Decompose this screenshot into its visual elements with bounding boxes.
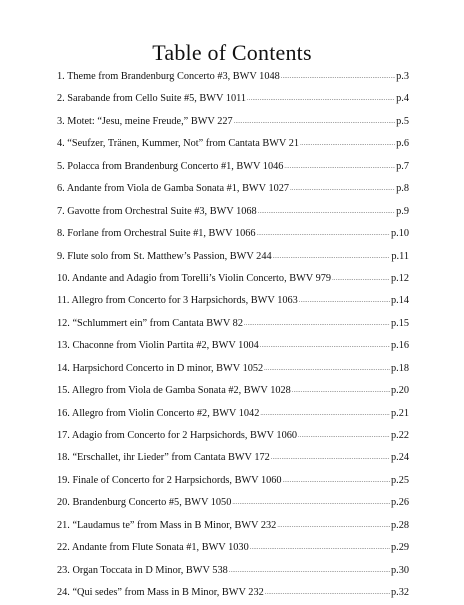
toc-entry-title: 15. Allegro from Viola de Gamba Sonata #2, BWV 1028: [57, 385, 291, 397]
toc-entry-page: p.16: [390, 340, 409, 352]
toc-entry-title: 1. Theme from Brandenburg Concerto #3, BWV 1048: [57, 71, 280, 82]
dot-leader: [281, 66, 395, 88]
dot-leader: [298, 425, 390, 447]
toc-entry[interactable]: [57, 111, 409, 133]
toc-entry[interactable]: [57, 156, 409, 178]
dot-leader: [258, 201, 395, 223]
toc-entry-title: 22. Andante from Flute Sonata #1, BWV 1030: [57, 542, 249, 554]
toc-entry[interactable]: [57, 403, 409, 425]
toc-entry[interactable]: [57, 66, 409, 88]
toc-entry-page: p.14: [390, 295, 409, 307]
toc-entry-page: p.10: [390, 228, 409, 240]
toc-entry[interactable]: [57, 380, 409, 402]
toc-entry-page: p.5: [396, 115, 409, 127]
toc-entry-title: 7. Gavotte from Orchestral Suite #3, BWV 1068: [57, 205, 257, 217]
toc-entry[interactable]: [57, 582, 409, 604]
toc-entry[interactable]: [57, 425, 409, 447]
toc-entry-title: 14. Harpsichord Concerto in D minor, BWV 1052: [57, 362, 264, 374]
toc-entry[interactable]: [57, 88, 409, 110]
toc-entry-page: p.21: [390, 407, 409, 419]
toc-entry-page: p.11: [391, 250, 409, 262]
toc-entry-title: 21. “Laudamus te” from Mass in B Minor, BWV 232: [57, 519, 277, 531]
toc-entry[interactable]: [57, 515, 409, 537]
toc-entry-page: p.15: [390, 317, 409, 329]
toc-entry[interactable]: [57, 560, 409, 582]
dot-leader: [265, 582, 390, 604]
toc-entry[interactable]: [57, 313, 409, 335]
toc-entry-page: p.18: [390, 362, 409, 374]
toc-entry-title: 17. Adagio from Concerto for 2 Harpsichords, BWV 1060: [57, 430, 298, 441]
toc-entry-title: 23. Organ Toccata in D Minor, BWV 538: [57, 564, 228, 576]
toc-entry-title: 19. Finale of Concerto for 2 Harpsichords, BWV 1060: [57, 474, 282, 486]
toc-entry[interactable]: [57, 470, 409, 492]
dot-leader: [250, 537, 390, 559]
dot-leader: [260, 403, 390, 425]
toc-entry-title: 6. Andante from Viola de Gamba Sonata #1, BWV 1027: [57, 183, 290, 195]
toc-entry-page: p.25: [390, 474, 409, 486]
toc-entry-page: p.12: [390, 272, 409, 284]
dot-leader: [273, 246, 391, 268]
dot-leader: [300, 133, 395, 155]
dot-leader: [264, 358, 390, 380]
toc-entry-title: 12. “Schlummert ein” from Cantata BWV 82: [57, 317, 243, 329]
dot-leader: [284, 156, 395, 178]
toc-entry-title: 3. Motet: “Jesu, meine Freude,” BWV 227: [57, 115, 233, 127]
toc-entry-page: p.9: [396, 205, 409, 217]
dot-leader: [247, 88, 395, 110]
toc-entry[interactable]: [57, 492, 409, 514]
toc-entry[interactable]: [57, 133, 409, 155]
dot-leader: [271, 447, 390, 469]
dot-leader: [290, 178, 395, 200]
toc-entry[interactable]: [57, 290, 409, 312]
dot-leader: [332, 268, 390, 290]
dot-leader: [292, 380, 390, 402]
toc-entry[interactable]: [57, 268, 409, 290]
toc-entry-title: 16. Allegro from Violin Concerto #2, BWV 1042: [57, 407, 260, 419]
toc-entry-title: 18. “Erschallet, ihr Lieder” from Cantata BWV 172: [57, 452, 270, 464]
toc-entry-page: p.22: [390, 430, 409, 441]
dot-leader: [244, 313, 390, 335]
toc-entry[interactable]: [57, 246, 409, 268]
dot-leader: [283, 470, 390, 492]
dot-leader: [234, 111, 395, 133]
toc-entry-page: p.29: [390, 542, 409, 554]
toc-entry-page: p.24: [390, 452, 409, 464]
dot-leader: [257, 223, 390, 245]
dot-leader: [277, 515, 390, 537]
toc-entry-page: p.30: [390, 564, 409, 576]
toc-entry-title: 20. Brandenburg Concerto #5, BWV 1050: [57, 497, 232, 509]
table-of-contents: [57, 66, 409, 605]
dot-leader: [229, 560, 390, 582]
toc-entry-title: 5. Polacca from Brandenburg Concerto #1, BWV 1046: [57, 160, 284, 172]
toc-entry-page: p.26: [390, 497, 409, 509]
toc-entry[interactable]: [57, 537, 409, 559]
toc-entry[interactable]: [57, 447, 409, 469]
toc-entry-title: 9. Flute solo from St. Matthew’s Passion, BWV 244: [57, 250, 272, 262]
toc-entry-page: p.32: [390, 587, 409, 599]
toc-entry[interactable]: [57, 335, 409, 357]
toc-entry-page: p.6: [396, 138, 409, 150]
toc-entry[interactable]: [57, 358, 409, 380]
toc-entry[interactable]: [57, 178, 409, 200]
toc-entry-title: 11. Allegro from Concerto for 3 Harpsichords, BWV 1063: [57, 295, 298, 307]
toc-entry-title: 24. “Qui sedes” from Mass in B Minor, BWV 232: [57, 587, 264, 599]
toc-entry-page: p.3: [396, 71, 409, 82]
toc-entry-title: 10. Andante and Adagio from Torelli’s Violin Concerto, BWV 979: [57, 272, 332, 284]
toc-entry-title: 8. Forlane from Orchestral Suite #1, BWV 1066: [57, 228, 256, 240]
toc-entry[interactable]: [57, 223, 409, 245]
toc-entry-page: p.7: [396, 160, 409, 172]
dot-leader: [232, 492, 390, 514]
dot-leader: [299, 290, 390, 312]
toc-entry[interactable]: [57, 201, 409, 223]
toc-entry-title: 13. Chaconne from Violin Partita #2, BWV 1004: [57, 340, 259, 352]
toc-entry-title: 2. Sarabande from Cello Suite #5, BWV 1011: [57, 93, 247, 105]
toc-entry-title: 4. “Seufzer, Tränen, Kummer, Not” from Cantata BWV 21: [57, 138, 300, 150]
toc-entry-page: p.8: [396, 183, 409, 195]
page-title: Table of Contents: [152, 40, 312, 65]
dot-leader: [260, 335, 390, 357]
toc-entry-page: p.4: [396, 93, 409, 105]
toc-entry-page: p.28: [390, 519, 409, 531]
toc-entry-page: p.20: [390, 385, 409, 397]
